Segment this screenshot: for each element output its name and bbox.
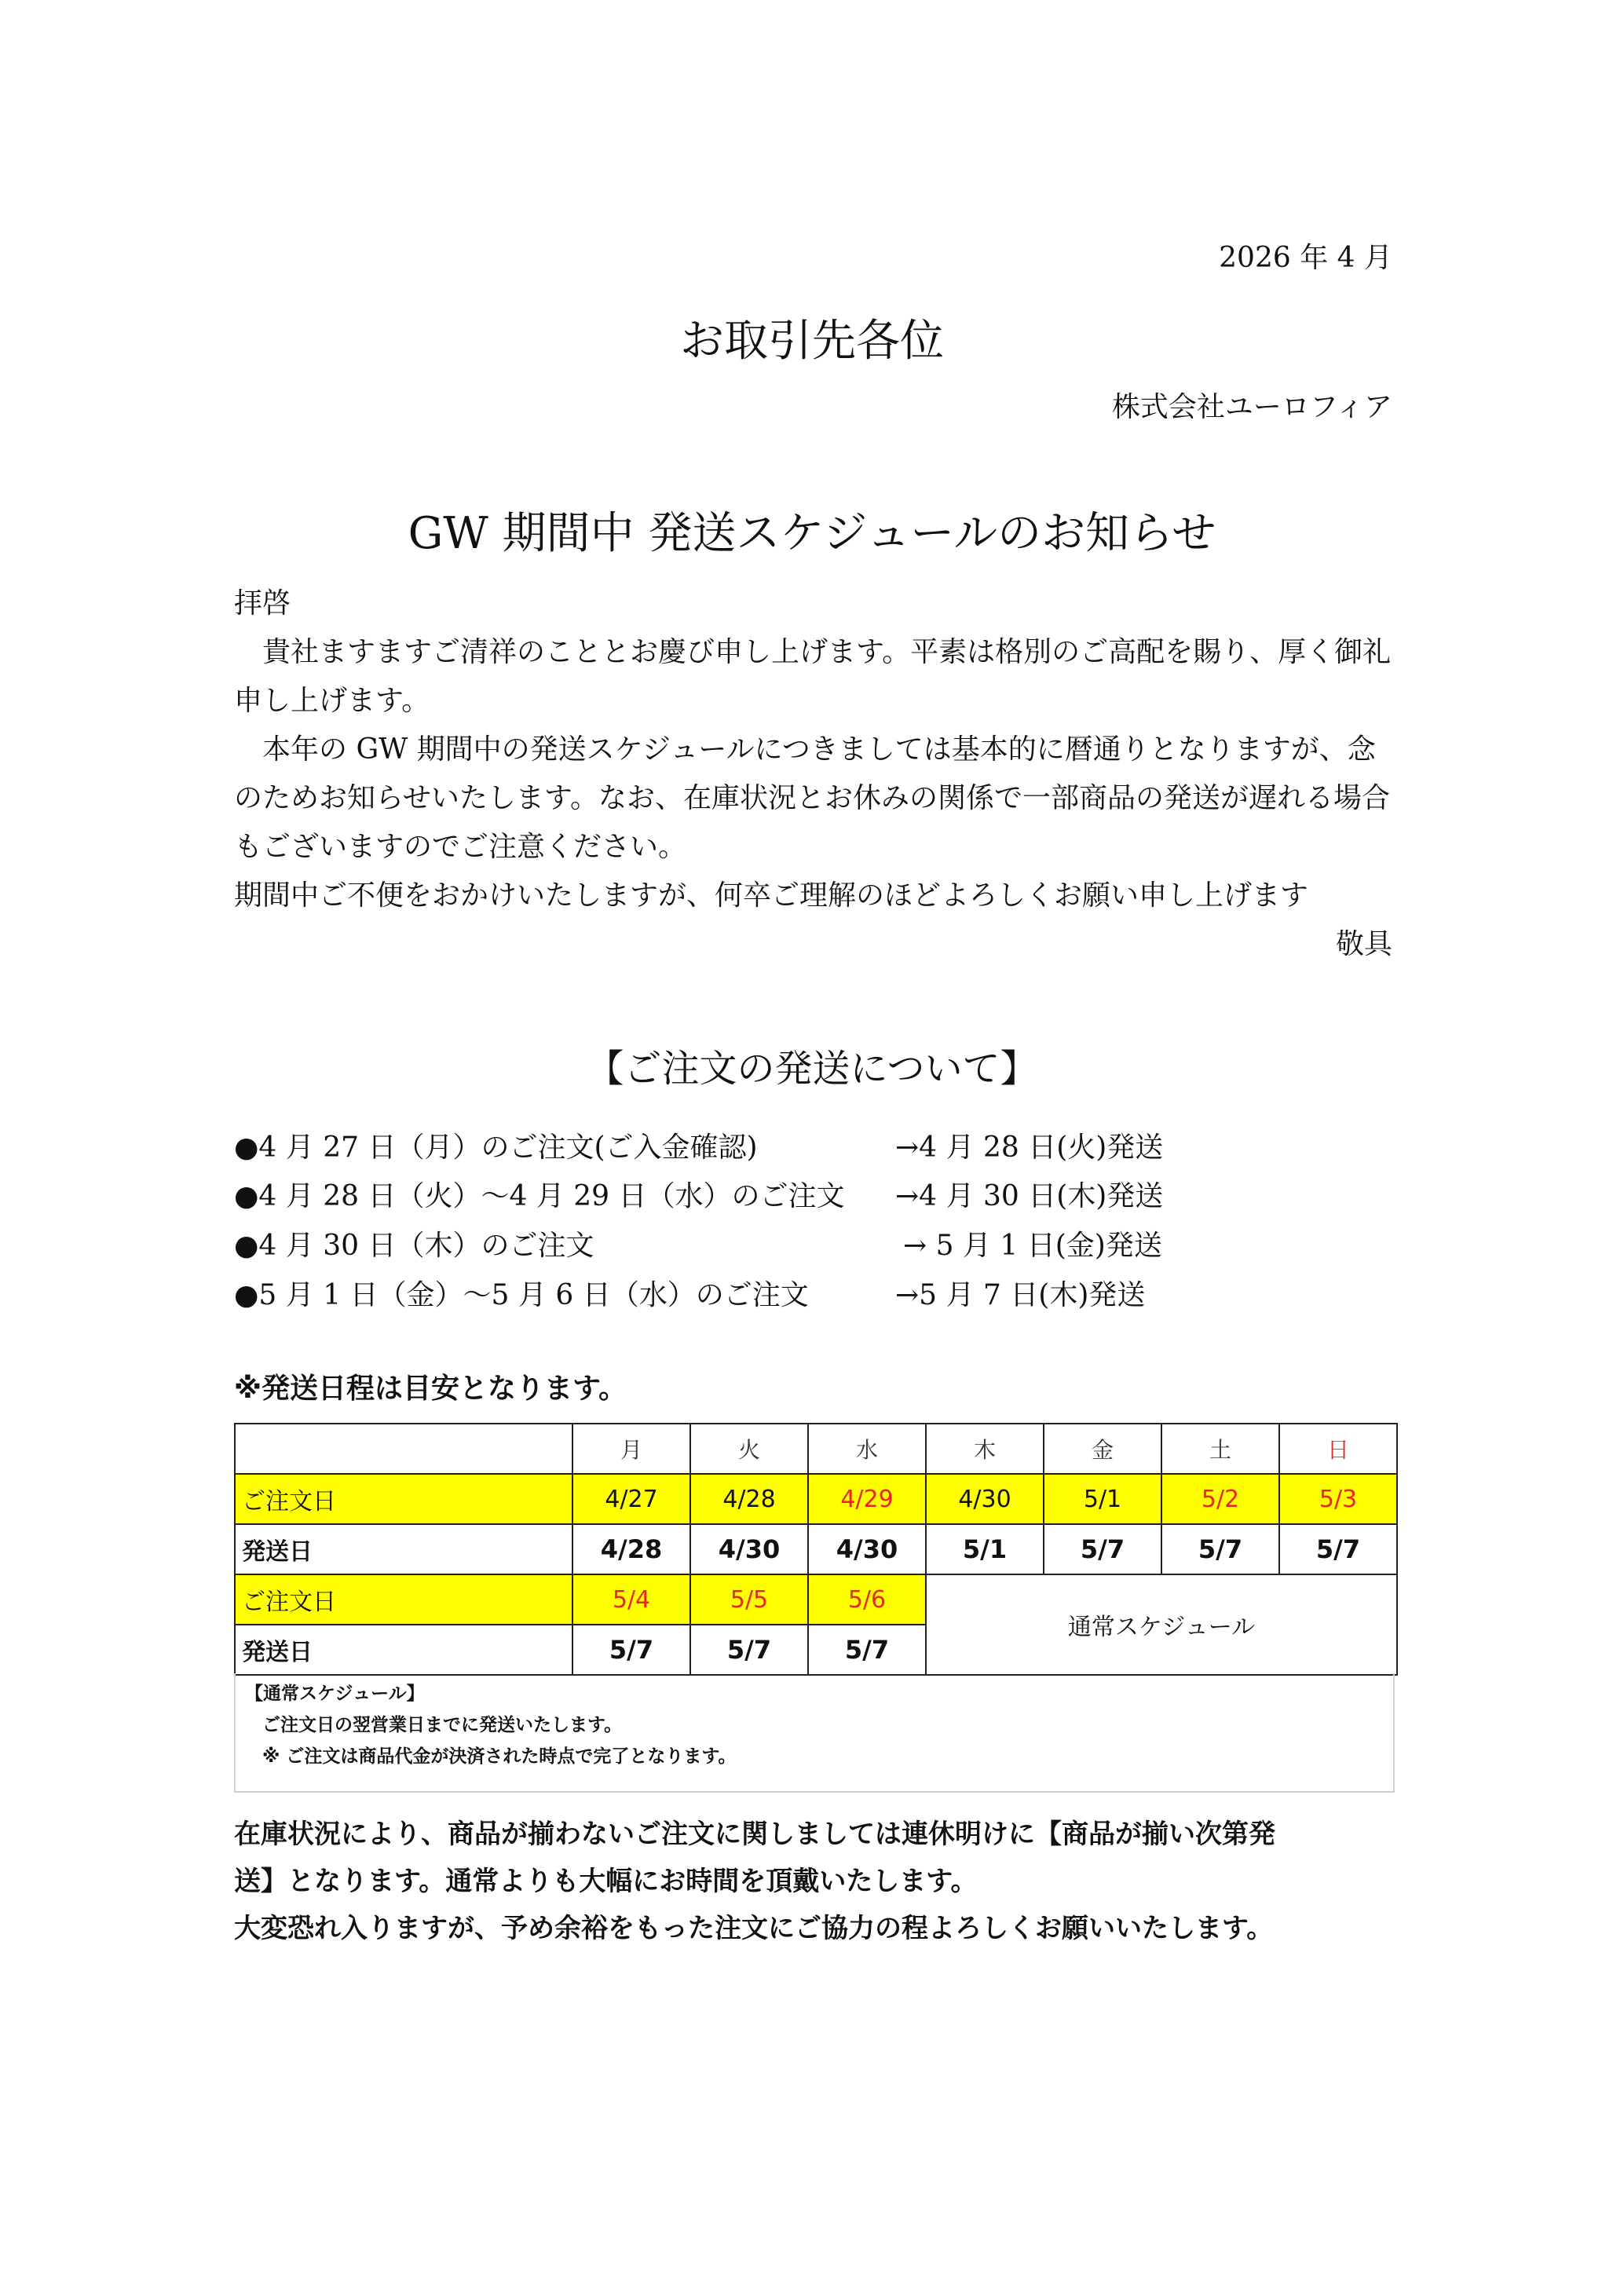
schedule-row	[234, 1223, 1162, 1263]
schedule-row	[234, 1174, 1164, 1214]
order-date-cell: 4/29	[808, 1474, 926, 1524]
company-name: 株式会社ユーロフィア	[1111, 391, 1392, 423]
footer-notice	[234, 1811, 1396, 1952]
schedule-row	[234, 1125, 1164, 1165]
order-date-cell: 5/2	[1161, 1474, 1279, 1524]
ship-date-cell: 5/7	[808, 1625, 926, 1675]
ship-date-cell: 4/30	[808, 1524, 926, 1574]
body-line: 申し上げます。	[234, 685, 430, 717]
normal-schedule-line: ※ ご注文は商品代金が決済された時点で完了となります。	[262, 1746, 737, 1767]
ship-date-cell: 5/7	[690, 1625, 808, 1675]
section-title: 【ご注文の発送について】	[586, 1047, 1038, 1091]
body-line: 本年の GW 期間中の発送スケジュールにつきましては基本的に暦通りとなりますが、念	[234, 733, 1376, 766]
ship-date-cell: 5/1	[926, 1524, 1044, 1574]
ship-date-label: 発送日	[235, 1625, 572, 1675]
order-date-row	[235, 1474, 1397, 1524]
shipping-calendar	[234, 1423, 1398, 1676]
closing: 敬具	[1335, 928, 1392, 960]
body-line: 貴社ますますご清祥のこととお慶び申し上げます。平素は格別のご高配を賜り、厚く御礼	[234, 636, 1392, 668]
schedule-ship: →4 月 30 日(木)発送	[895, 1180, 1164, 1212]
ship-date-row	[235, 1524, 1397, 1574]
normal-schedule-cell: 通常スケジュール	[926, 1574, 1397, 1675]
schedule-order: ●4 月 27 日（月）のご注文(ご入金確認)	[234, 1132, 758, 1164]
document-date: 2026 年 4 月	[1219, 242, 1392, 274]
body-line: もございますのでご注意ください。	[234, 831, 687, 863]
ship-date-cell: 4/28	[572, 1524, 690, 1574]
ship-date-cell: 5/7	[1161, 1524, 1279, 1574]
schedule-ship: → 5 月 1 日(金)発送	[903, 1230, 1162, 1262]
order-date-cell: 4/28	[690, 1474, 808, 1524]
weekday-wed: 水	[808, 1424, 926, 1474]
weekday-tue: 火	[690, 1424, 808, 1474]
ship-date-cell: 5/7	[1279, 1524, 1397, 1574]
weekday-thu: 木	[926, 1424, 1044, 1474]
ship-date-label: 発送日	[235, 1524, 572, 1574]
schedule-ship: →4 月 28 日(火)発送	[895, 1132, 1164, 1164]
order-date-row	[235, 1574, 1397, 1625]
weekday-sun: 日	[1279, 1424, 1397, 1474]
order-date-cell: 5/4	[572, 1574, 690, 1625]
ship-date-cell: 4/30	[690, 1524, 808, 1574]
order-date-cell: 4/30	[926, 1474, 1044, 1524]
order-date-cell: 5/3	[1279, 1474, 1397, 1524]
order-date-label: ご注文日	[235, 1574, 572, 1625]
letter-body	[234, 579, 1396, 920]
order-date-cell: 5/5	[690, 1574, 808, 1625]
weekday-mon: 月	[572, 1424, 690, 1474]
normal-schedule-box	[234, 1673, 1395, 1793]
schedule-order: ●4 月 28 日（火）～4 月 29 日（水）のご注文	[234, 1180, 845, 1212]
calendar-header-row	[235, 1424, 1397, 1474]
schedule-note-heading: ※発送日程は目安となります。	[234, 1373, 627, 1405]
footer-line: 大変恐れ入りますが、予め余裕をもった注文にご協力の程よろしくお願いいたします。	[234, 1913, 1274, 1944]
schedule-order: ●5 月 1 日（金）～5 月 6 日（水）のご注文	[234, 1279, 809, 1311]
weekday-sat: 土	[1161, 1424, 1279, 1474]
order-date-cell: 4/27	[572, 1474, 690, 1524]
schedule-order: ●4 月 30 日（木）のご注文	[234, 1230, 594, 1262]
footer-line: 在庫状況により、商品が揃わないご注文に関しましては連休明けに【商品が揃い次第発	[234, 1819, 1275, 1850]
schedule-row	[234, 1273, 1146, 1313]
schedule-ship: →5 月 7 日(木)発送	[895, 1279, 1146, 1311]
body-line: 期間中ご不便をおかけいたしますが、何卒ご理解のほどよろしくお願い申し上げます	[234, 879, 1309, 912]
addressee: お取引先各位	[680, 316, 944, 367]
greeting: 拝啓	[234, 587, 291, 620]
footer-line: 送】となります。通常よりも大幅にお時間を頂戴いたします。	[234, 1866, 978, 1897]
order-date-cell: 5/6	[808, 1574, 926, 1625]
order-date-cell: 5/1	[1044, 1474, 1161, 1524]
ship-date-cell: 5/7	[1044, 1524, 1161, 1574]
order-date-label: ご注文日	[235, 1474, 572, 1524]
document-title: GW 期間中 発送スケジュールのお知らせ	[408, 508, 1216, 559]
calendar-corner	[235, 1424, 572, 1474]
normal-schedule-title: 【通常スケジュール】	[245, 1684, 425, 1704]
ship-date-cell: 5/7	[572, 1625, 690, 1675]
normal-schedule-line: ご注文日の翌営業日までに発送いたします。	[262, 1715, 623, 1735]
weekday-fri: 金	[1044, 1424, 1161, 1474]
body-line: のためお知らせいたします。なお、在庫状況とお休みの関係で一部商品の発送が遅れる場合	[234, 782, 1391, 814]
